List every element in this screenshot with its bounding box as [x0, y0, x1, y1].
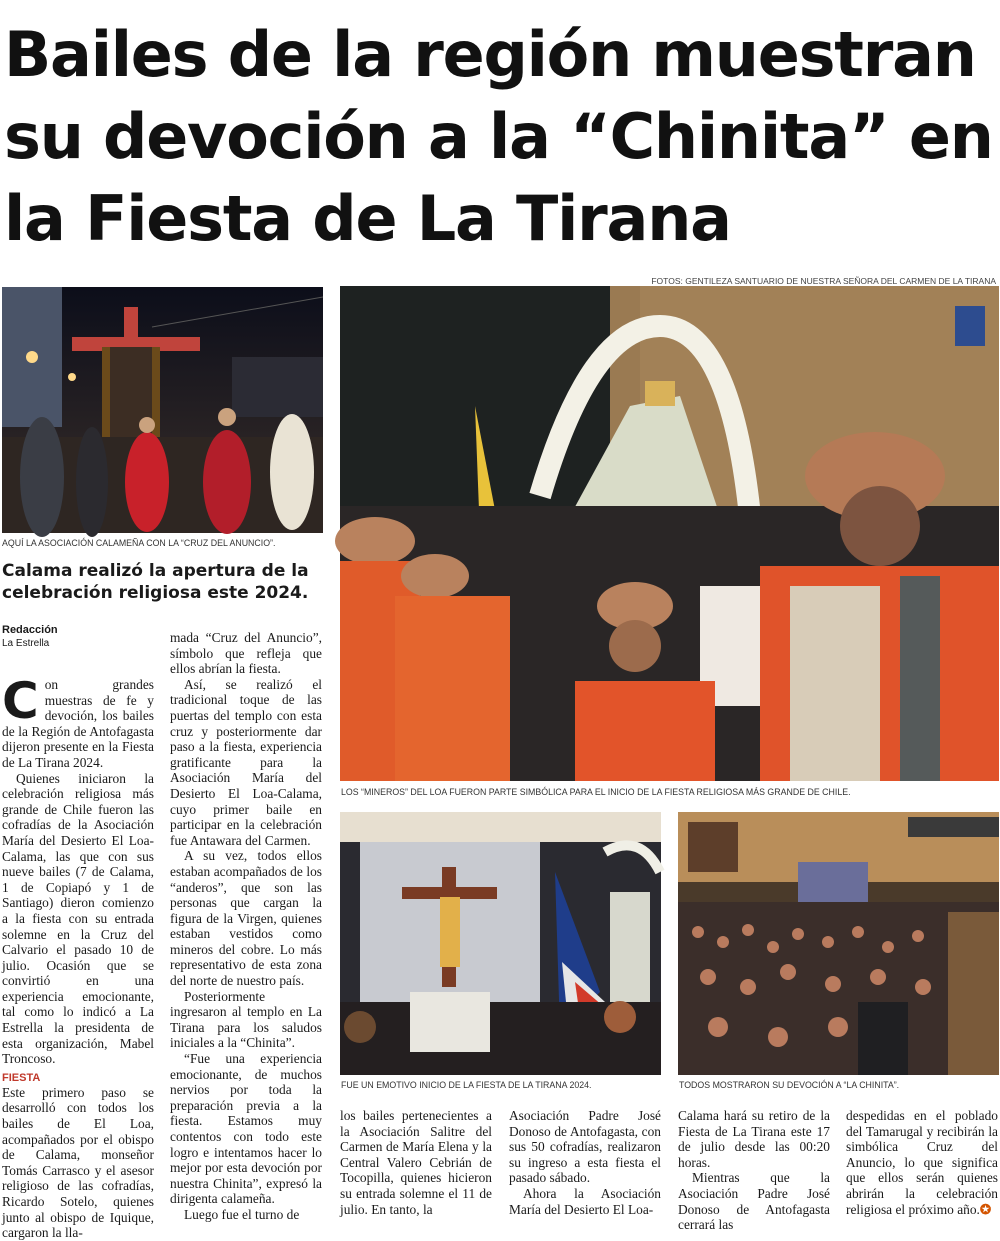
article-column-6: [846, 1108, 998, 1217]
paragraph: on grandes muestras de fe y devoción, los bailes de la Región de Antofagasta dijeron presente en la Fiesta de La Tirana 2024.: [2, 677, 154, 770]
article-column-1: [2, 672, 154, 1241]
byline-outlet: La Estrella: [2, 638, 50, 649]
article-column-3: [340, 1108, 492, 1217]
photo-inicio-fiesta: [340, 812, 661, 1075]
byline: [2, 624, 58, 650]
paragraph: A su vez, todos ellos estaban acompañados de los “anderos”, que son las personas que cargan la figura de la Virgen, quienes estaban vestidos como mineros del cobre. Lo más representativo de esta zona del norte de nuestro país.: [170, 848, 322, 989]
paragraph: Este primero paso se desarrolló con todos los bailes de El Loa, acompañados por el obispo de Calama, monseñor Tomás Carrasco y el asesor religioso de las cofradías, Ricardo Sotelo, quienes junto al obispo de Iquique, cargaron la lla-: [2, 1084, 154, 1241]
caption-photo-4: TODOS MOSTRARON SU DEVOCIÓN A “LA CHINITA”.: [679, 1080, 900, 1090]
photo-credit: FOTOS: GENTILEZA SANTUARIO DE NUESTRA SEÑORA DEL CARMEN DE LA TIRANA: [651, 276, 996, 286]
paragraph: Luego fue el turno de: [184, 1206, 300, 1222]
paragraph: Mientras que la Asociación Padre José Donoso de Antofagasta cerrará las: [678, 1170, 830, 1233]
photo-mineros-del-loa: [340, 286, 999, 781]
paragraph: despedidas en el poblado del Tamarugal y recibirán la simbólica Cruz del Anuncio, lo que significa que ellos serán quienes abrirán la celebración religiosa el próximo año.: [846, 1108, 998, 1217]
paragraph: Así, se realizó el tradicional toque de las puertas del templo con esta cruz y posteriormente dar paso a la fiesta, experiencia gratificante para la Asociación María del Desierto El Loa-Calama, cuyo primer baile en participar en la celebración fue Antawara del Carmen.: [170, 676, 322, 848]
subheadline: Calama realizó la apertura de la celebración religiosa este 2024.: [2, 561, 309, 603]
paragraph: Calama hará su retiro de la Fiesta de La Tirana este 17 de julio desde las 00:20 horas.: [678, 1108, 830, 1170]
paragraph: Asociación Padre José Donoso de Antofagasta, con sus 50 cofradías, realizaron su ingreso a esta fiesta el pasado sábado.: [509, 1108, 661, 1186]
headline: Bailes de la región muestran su devoción a la “Chinita” en la Fiesta de La Tirana: [4, 18, 993, 255]
dropcap: C: [2, 672, 39, 730]
paragraph: mada “Cruz del Anuncio”, símbolo que refleja que ellos abrían la fiesta.: [170, 630, 322, 677]
article-column-2: [170, 630, 322, 1223]
photo-devocion-chinita: [678, 812, 999, 1075]
paragraph: Ahora la Asociación María del Desierto El Loa-: [509, 1185, 661, 1217]
caption-photo-1: AQUÍ LA ASOCIACIÓN CALAMEÑA CON LA “CRUZ DEL ANUNCIO”.: [2, 538, 276, 548]
paragraph: “Fue una experiencia emocionante, de muchos nervios por toda la preparación previa a la fiesta. Estamos muy contentos con todo este logro e intentamos hacer lo mejor por esta devoción por nuestra Chinita”, expresó la dirigenta calameña.: [170, 1051, 322, 1207]
caption-photo-2: LOS “MINEROS” DEL LOA FUERON PARTE SIMBÓLICA PARA EL INICIO DE LA FIESTA RELIGIOSA MÁS GRANDE DE CHILE.: [341, 787, 851, 797]
article-column-5: [678, 1108, 830, 1233]
photo-cruz-del-anuncio: [2, 287, 323, 533]
byline-author: Redacción: [2, 624, 58, 636]
paragraph: Posteriormente ingresaron al templo en La Tirana para los saludos iniciales a la “Chinita”.: [170, 988, 322, 1051]
paragraph: Quienes iniciaron la celebración religiosa más grande de Chile fueron las cofradías de la Asociación María del Desierto El Loa-Calama, las que con sus nueve bailes (7 de Calama, 1 de Copiapó y 1 de Santiago) dieron comienzo a la fiesta con su entrada solemne en la Cruz del Calvario el pasado 10 de julio. Ocasión que se convirtió en una experiencia emocionante, tal como lo indicó a La Estrella la presidenta de esta organización, Mabel Troncoso.: [2, 770, 154, 1067]
section-heading: FIESTA: [2, 1071, 41, 1084]
end-mark-icon: ✪: [979, 1201, 992, 1217]
paragraph: los bailes pertenecientes a la Asociación Salitre del Carmen de María Elena y la Central Valero Cebrián de Tocopilla, quienes hicieron su entrada solemne el 11 de julio. En tanto, la: [340, 1108, 492, 1217]
article-column-4: [509, 1108, 661, 1217]
caption-photo-3: FUE UN EMOTIVO INICIO DE LA FIESTA DE LA TIRANA 2024.: [341, 1080, 592, 1090]
